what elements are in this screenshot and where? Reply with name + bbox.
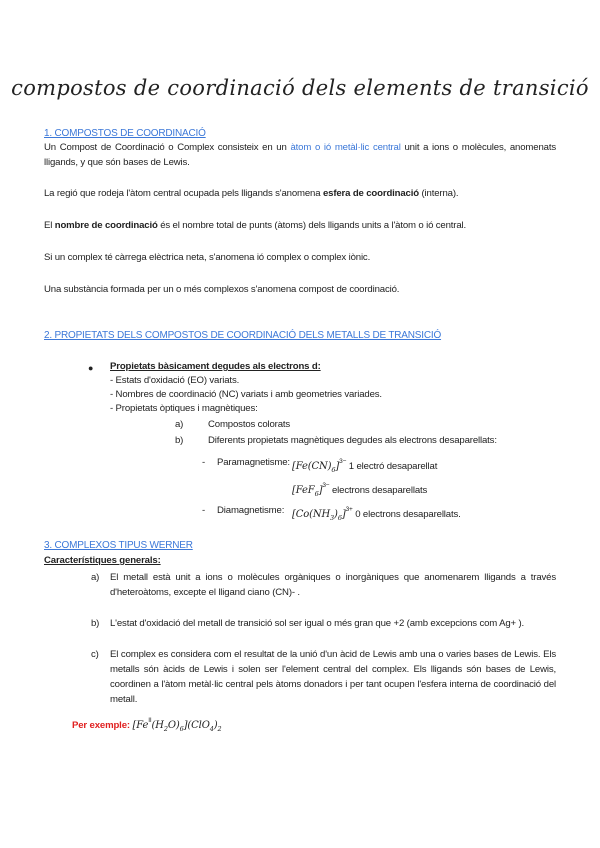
sub-b-label: b) xyxy=(175,435,184,446)
p1-text-b: unit a ions o molècules, anomenats lligands, y que són bases de Lewis. xyxy=(44,142,556,168)
p2-text-b: (interna). xyxy=(418,188,459,199)
p1-highlight: àtom o ió metàl·lic central xyxy=(290,142,401,153)
item-a-text: El metall està unit a ions o molècules orgàniques o inorgàniques que anomenarem lligands a través d'heteroàtoms, excepte el lligand ciano (CN)- . xyxy=(110,572,556,598)
property-item: - Estats d'oxidació (EO) variats. xyxy=(110,375,240,386)
section-1-paragraph-1 xyxy=(44,140,556,170)
section-1-paragraph-4: Si un complex té càrrega elèctrica neta, s'anomena ió complex o complex iònic. xyxy=(44,252,371,263)
property-item: - Nombres de coordinació (NC) variats i amb geometries variades. xyxy=(110,389,382,400)
paramagnetism-formula-1: $[Fe(CN)_6]^{3-}$ 1 electró desaparellat xyxy=(292,458,438,474)
bullet-dot: ● xyxy=(88,363,94,373)
example-label: Per exemple: xyxy=(72,720,130,731)
item-c-text: El complex es considera com el resultat de la unió d'un àcid de Lewis amb una o varies bases de Lewis. Els metalls són àcids de Lewis i solen ser l'element central del complex. Els lligands són bases de Lewis, coordinen a l'àtom metàl·lic central pels àtoms donadors i per tant ocupen l'esfera interna de coordinació del metall. xyxy=(110,649,556,705)
diamagnetism-label: Diamagnetisme: xyxy=(217,505,285,516)
dash: - xyxy=(202,457,206,468)
section-1-heading: 1. COMPOSTOS DE COORDINACIÓ xyxy=(44,128,206,139)
sub-a-label: a) xyxy=(175,419,184,430)
diamagnetism-formula: $[Co(NH_3)_6]^{3+}$ 0 electrons desaparellats. xyxy=(292,506,461,522)
paramagnetism-label: Paramagnetisme: xyxy=(217,457,290,468)
p2-bold: esfera de coordinació xyxy=(322,188,419,199)
paramagnetism-formula-2: $[FeF_6]^{3-}$ electrons desaparellats xyxy=(292,482,428,498)
p3-bold: nombre de coordinació xyxy=(54,220,158,231)
sub-b-text: Diferents propietats magnètiques degudes als electrons desaparellats: xyxy=(208,435,497,446)
page-title: compostos de coordinació dels elements de transició xyxy=(11,76,589,100)
example-line: Per exemple: $[Fe^{II}(H_2O)_6](ClO_4)_2$ xyxy=(72,717,222,733)
p1-text-a: Un Compost de Coordinació o Complex consisteix en un xyxy=(44,142,291,153)
p3-text-a: El xyxy=(44,220,55,231)
property-item: - Propietats òptiques i magnètiques: xyxy=(110,403,258,414)
item-b-text: L'estat d'oxidació del metall de transició sol ser igual o més gran que +2 (amb excepcions com Ag+ ). xyxy=(110,618,525,629)
item-a-label: a) xyxy=(91,572,100,583)
item-b-label: b) xyxy=(91,618,100,629)
section-1-paragraph-5: Una substància formada per un o més complexos s'anomena compost de coordinació. xyxy=(44,284,400,295)
section-1-paragraph-2 xyxy=(44,186,556,201)
dash: - xyxy=(202,505,206,516)
section-3-heading: 3. COMPLEXOS TIPUS WERNER xyxy=(44,540,193,551)
section-2-heading: 2. PROPIETATS DELS COMPOSTOS DE COORDINACIÓ DELS METALLS DE TRANSICIÓ xyxy=(44,330,442,341)
item-c-label: c) xyxy=(91,649,99,660)
section-3-subheading: Característiques generals: xyxy=(44,555,161,566)
p3-text-b: és el nombre total de punts (àtoms) dels lligands units a l'àtom o ió central. xyxy=(157,220,467,231)
p2-text-a: La regió que rodeja l'àtom central ocupada pels lligands s'anomena xyxy=(44,188,323,199)
bullet-title: Propietats bàsicament degudes als electrons d: xyxy=(110,361,321,372)
sub-a-text: Compostos colorats xyxy=(208,419,291,430)
section-1-paragraph-3 xyxy=(44,218,556,233)
